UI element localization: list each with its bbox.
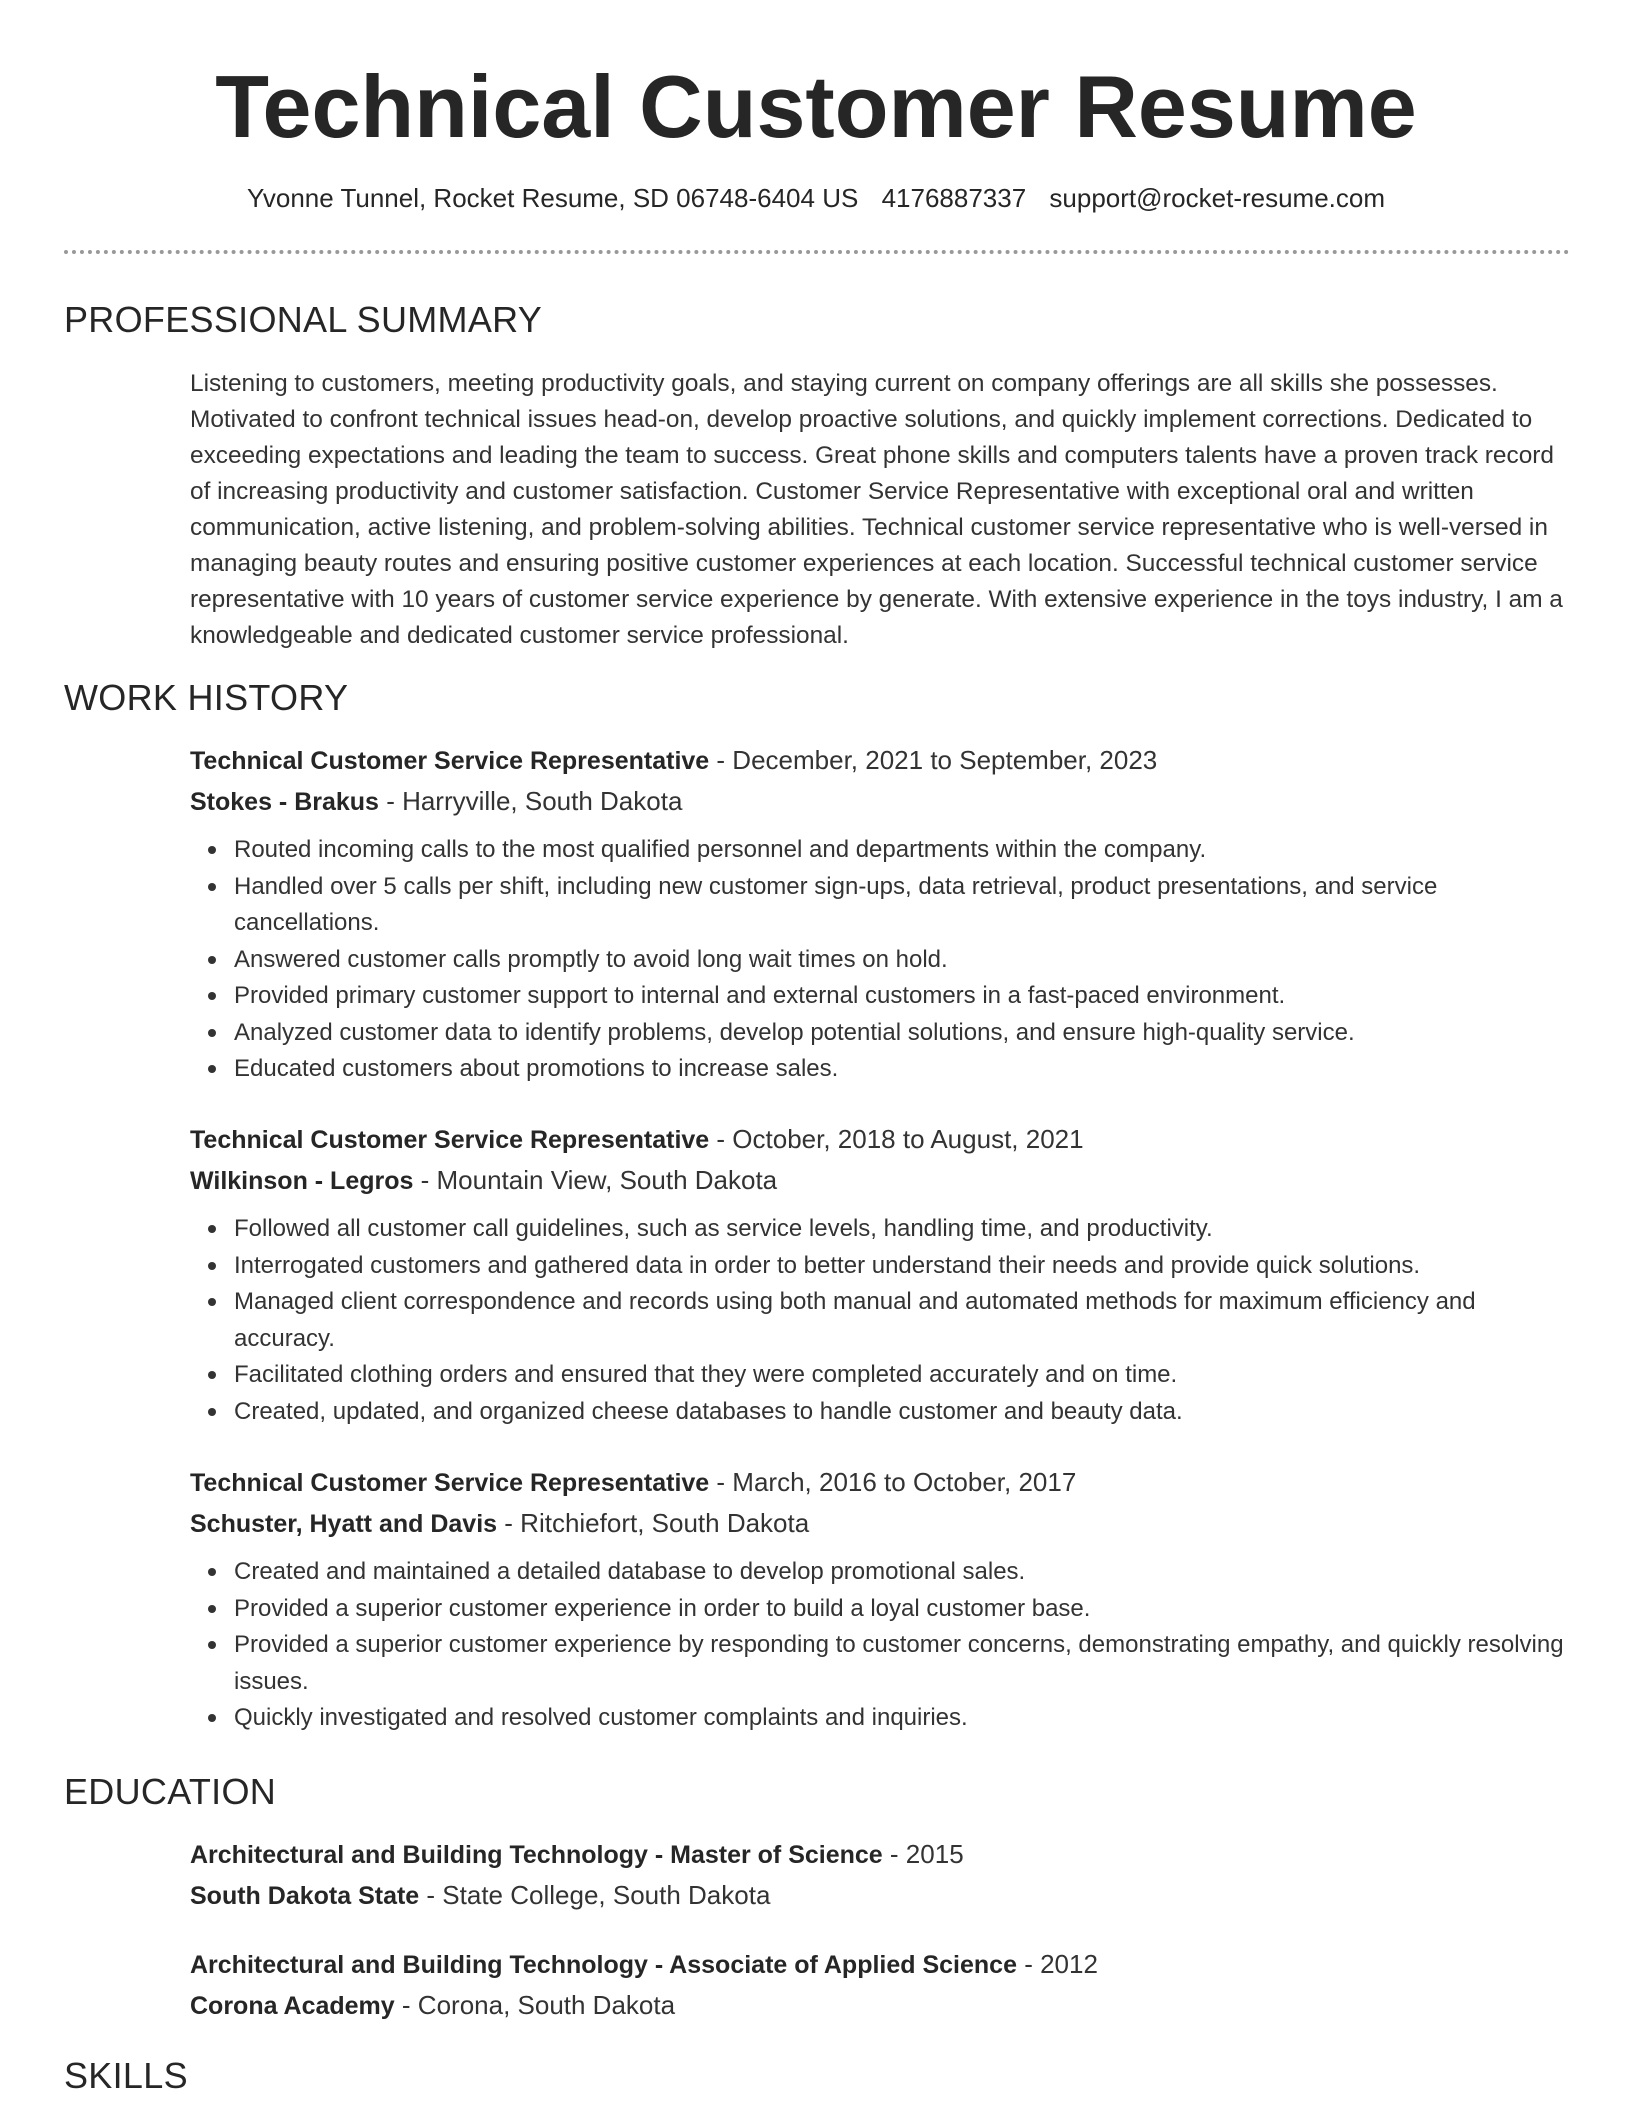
job-dates: - October, 2018 to August, 2021 — [709, 1124, 1084, 1154]
degree: Architectural and Building Technology - Master of Science — [190, 1841, 883, 1869]
degree-line — [190, 1834, 1574, 1875]
list-item: Educated customers about promotions to increase sales. — [234, 1051, 1574, 1088]
degree-year: - 2015 — [882, 1839, 964, 1869]
job-company: Wilkinson - Legros — [190, 1167, 414, 1195]
list-item: Followed all customer call guidelines, such as service levels, handling time, and productivity. — [234, 1211, 1574, 1248]
job-entry — [190, 740, 1574, 1088]
section-heading-work-history: WORK HISTORY — [64, 677, 349, 718]
contact-address: Yvonne Tunnel, Rocket Resume, SD 06748-6404 US — [246, 183, 859, 213]
job-location: - Harryville, South Dakota — [378, 786, 683, 816]
job-company-line — [190, 1160, 1574, 1201]
job-company: Stokes - Brakus — [190, 788, 379, 816]
list-item: Facilitated clothing orders and ensured that they were completed accurately and on time. — [234, 1357, 1574, 1394]
list-item: Provided a superior customer experience in order to build a loyal customer base. — [234, 1591, 1574, 1628]
job-location: - Mountain View, South Dakota — [413, 1165, 778, 1195]
degree: Architectural and Building Technology - Associate of Applied Science — [190, 1951, 1017, 1979]
job-title: Technical Customer Service Representative — [190, 1469, 710, 1497]
school: South Dakota State — [190, 1882, 420, 1910]
job-entry — [190, 1119, 1574, 1430]
section-heading-education: EDUCATION — [64, 1771, 277, 1812]
contact-line — [0, 180, 1632, 216]
school-line — [190, 1985, 1574, 2026]
summary-text: Listening to customers, meeting productivity goals, and staying current on company offerings are all skills she possesses. Motivated to confront technical issues head-on, develop proactive solutions, and quickly implement corrections. Dedicated to exceeding expectations and leading the team to success. Great phone skills and computers talents have a proven track record of increasing productivity and customer satisfaction. Customer Service Representative with exceptional oral and written communication, active listening, and problem-solving abilities. Technical customer service representative who is well-versed in managing beauty routes and ensuring positive customer experiences at each location. Successful technical customer service representative with 10 years of customer service experience by generate. With extensive experience in the toys industry, I am a knowledgeable and dedicated customer service professional. — [190, 370, 1563, 649]
job-company: Schuster, Hyatt and Davis — [190, 1510, 498, 1538]
job-location: - Ritchiefort, South Dakota — [497, 1508, 810, 1538]
list-item: Created and maintained a detailed database to develop promotional sales. — [234, 1554, 1574, 1591]
list-item: Interrogated customers and gathered data in order to better understand their needs and provide quick solutions. — [234, 1248, 1574, 1285]
job-dates: - December, 2021 to September, 2023 — [709, 745, 1158, 775]
resume-title: Technical Customer Resume — [215, 57, 1417, 156]
list-item: Analyzed customer data to identify problems, develop potential solutions, and ensure high-quality service. — [234, 1015, 1574, 1052]
job-title: Technical Customer Service Representative — [190, 1126, 710, 1154]
degree-line — [190, 1944, 1574, 1985]
contact-phone: 4176887337 — [881, 183, 1027, 213]
list-item: Handled over 5 calls per shift, including new customer sign-ups, data retrieval, product presentations, and service cancellations. — [234, 869, 1574, 942]
job-bullets — [190, 832, 1574, 1088]
list-item: Provided primary customer support to internal and external customers in a fast-paced environment. — [234, 978, 1574, 1015]
list-item: Answered customer calls promptly to avoid long wait times on hold. — [234, 942, 1574, 979]
list-item: Quickly investigated and resolved customer complaints and inquiries. — [234, 1700, 1574, 1737]
job-bullets — [190, 1211, 1574, 1430]
job-company-line — [190, 1503, 1574, 1544]
list-item: Created, updated, and organized cheese databases to handle customer and beauty data. — [234, 1394, 1574, 1431]
school-location: - State College, South Dakota — [419, 1880, 771, 1910]
job-title-line — [190, 1119, 1574, 1160]
education-entry — [190, 1834, 1574, 1916]
list-item: Provided a superior customer experience by responding to customer concerns, demonstrating empathy, and quickly resolving issues. — [234, 1627, 1574, 1700]
job-title-line — [190, 740, 1574, 781]
contact-email: support@rocket-resume.com — [1049, 183, 1386, 213]
section-heading-skills: SKILLS — [64, 2055, 188, 2096]
job-dates: - March, 2016 to October, 2017 — [709, 1467, 1077, 1497]
job-bullets — [190, 1554, 1574, 1737]
education-entry — [190, 1944, 1574, 2026]
degree-year: - 2012 — [1016, 1949, 1098, 1979]
school-location: - Corona, South Dakota — [394, 1990, 676, 2020]
job-company-line — [190, 781, 1574, 822]
list-item: Routed incoming calls to the most qualified personnel and departments within the company. — [234, 832, 1574, 869]
list-item: Managed client correspondence and records using both manual and automated methods for maximum efficiency and accuracy. — [234, 1284, 1574, 1357]
section-heading-summary: PROFESSIONAL SUMMARY — [64, 299, 543, 340]
school-line — [190, 1875, 1574, 1916]
job-entry — [190, 1462, 1574, 1737]
school: Corona Academy — [190, 1992, 395, 2020]
header-divider — [64, 250, 1570, 254]
job-title: Technical Customer Service Representative — [190, 747, 710, 775]
job-title-line — [190, 1462, 1574, 1503]
